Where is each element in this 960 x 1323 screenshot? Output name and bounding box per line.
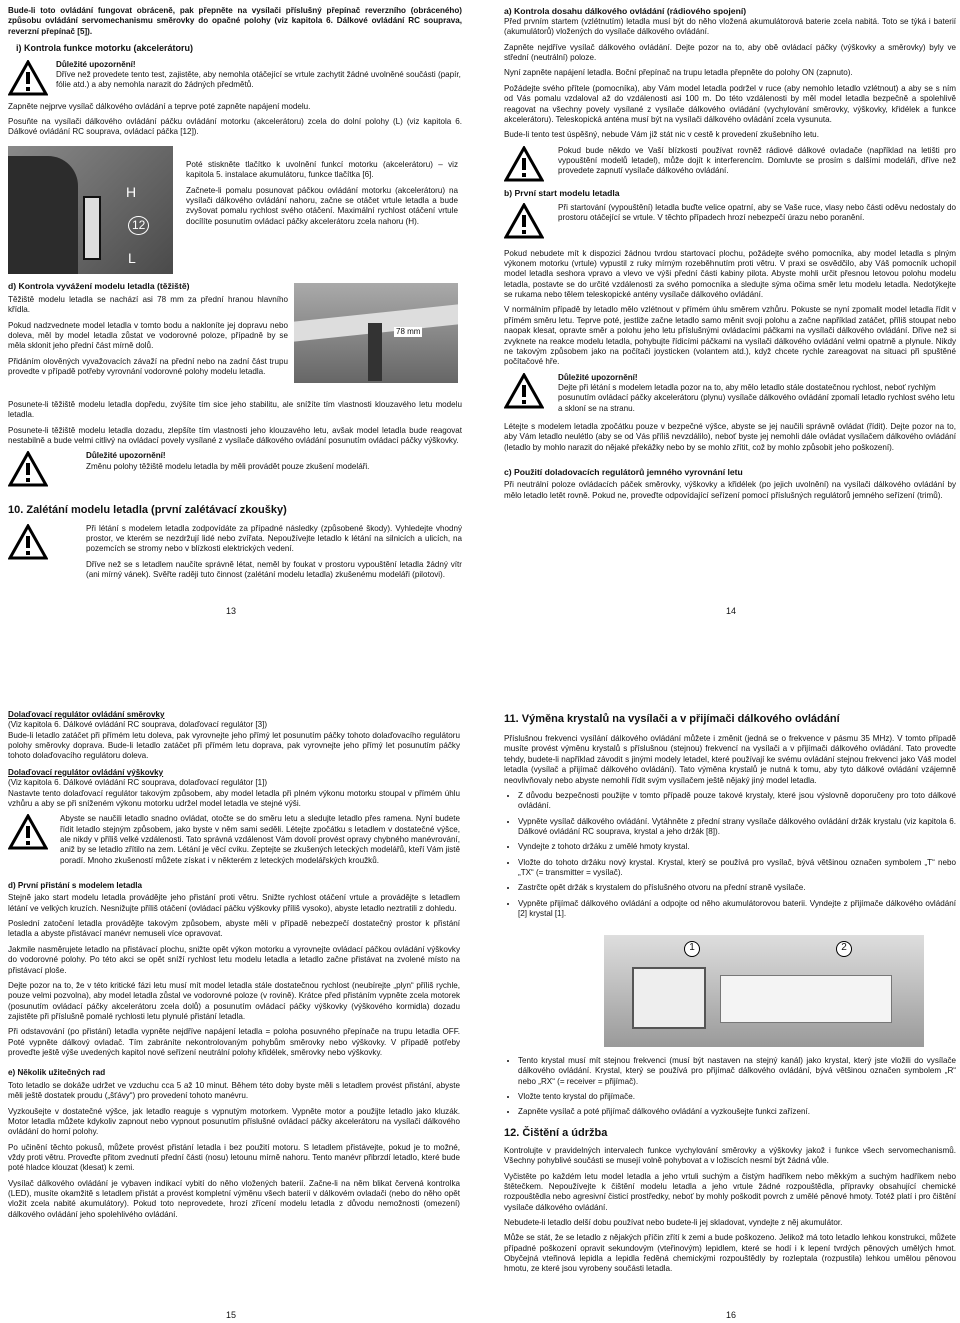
p13-warning-2-title: Důležité upozornění!	[86, 451, 166, 461]
p14-b3: Létejte s modelem letadla zpočátku pouze v bezpečné výšce, abyste se jej naučili správně ovládat (řídit). Dejte pozor na to, aby Vám letadlo neulétlo (aby se od Vás příliš nevzdálilo), neboť byste jej nemohli dále ovládat vysílačem dálkového ovládání (letadlo by mohlo narazit do nějaké překážky nebo by se mohlo zřítit, což by mohlo způsobit jeho poškození).	[504, 422, 956, 452]
p13-p1: Zapněte nejprve vysílač dálkového ovládání a teprve poté zapněte napájení modelu.	[8, 101, 311, 111]
crystal-callout: 1	[684, 941, 700, 957]
p13-d2: Pokud nadzvednete model letadla v tomto bodu a nakloníte jej dopravu nebo doleva, měl by model letadla zůstat ve vodorovné poloze, případně by se měla sklonit jeho přední část mírně dolů.	[8, 320, 288, 351]
page-16	[504, 710, 956, 924]
p14-b-title: b) První start modelu letadla	[504, 187, 620, 198]
p15-d1: Stejně jako start modelu letadla provádějte jeho přistání proti větru. Snižte rychlost otáčení vrtule a provádějte s letadlem létání ve velkých kruzích. Nesnižujte příliš otáčení (ovládací páčku výškovky příliš vysoko), abyste letadlo neztratili z dohledu.	[8, 893, 460, 913]
p15-d2: Poslední zatočení letadla provádějte takovým způsobem, abyste měli v případě nebezpečí dostatečný prostor k přistání letadla a abyste přistávací manévr nemuseli více opravovat.	[8, 919, 460, 939]
p15-warning	[8, 814, 460, 871]
plane-balance-photo	[294, 283, 458, 383]
p13-p2: Posuňte na vysílači dálkového ovládání páčku ovládání motorku (akcelerátoru) zcela do dolní polohy (L) (viz kapitola 6. Dálkové ovládání RC souprava, ovládací páčka [12]).	[8, 116, 462, 137]
p15-e1: Toto letadlo se dokáže udržet ve vzduchu cca 5 až 10 minut. Během této doby byste měli s letadlem provést přistání, abyste měli ještě dostatek proudu („šťávy“) pro provedení tohoto manévru.	[8, 1080, 460, 1101]
p13-warning-2	[8, 451, 462, 487]
p13-d4: Posunete-li těžiště modelu letadla dopředu, zvýšíte tím sice jeho stabilitu, ale snížíte tím vlastnosti klouzavého letu modelu letadla.	[8, 400, 462, 420]
p13-right1: Poté stiskněte tlačítko k uvolnění funkcí motorku (akcelerátoru) – viz kapitola 5. instalace akumulátoru, funkce tlačítka [6].	[186, 160, 458, 180]
warning-triangle-icon	[8, 451, 48, 487]
list-item: • Vypněte přijímač dálkového ovládání a odpojte od něho akumulátorovou baterii. Vyndejte z přijímače dálkového ovládání [2] krystal [1].	[518, 899, 956, 920]
p14-a-title: a) Kontrola dosahu dálkového ovládání (rádiového spojení)	[504, 6, 747, 16]
p14-a4: Požádejte svého přítele (pomocníka), aby Vám model letadla podržel v ruce (aby nemohlo letadlo vzlétnout) a aby se s ním od Vás pomalu vzdaloval až do vzdálenosti asi 100 m. Do této vzdálenosti by měl model letadla bezpečně a spolehlivě reagovat na všechny povely vysílané z vysílače dálkového ovládání (vychylování směrovky, výškovky, křidélek a funkce akcelerátoru). Teleskopická anténa musí být na vysílači dálkového ovládání zcela vysunuta.	[504, 83, 956, 124]
list-item: • Vložte do tohoto držáku nový krystal. Krystal, který se používá pro vysílač, bývá většinou označen symbolem „T“ nebo „TX“ (= transmitter = vysílač).	[518, 858, 956, 879]
p16-s12-1: Kontrolujte v pravidelných intervalech funkce vychylování směrovky a výškovky jakož i funkce všech servomechanismů. Všechny pohyblivé součásti se musejí volně pohybovat a v ložiscích nesmí být žádná vůle.	[504, 1145, 956, 1166]
p15-d-title: d) První přistání s modelem letadla	[8, 881, 143, 891]
page-16-lower	[504, 1056, 956, 1280]
p15-e2: Vyzkoušejte v dostatečné výšce, jak letadlo reaguje s vypnutým motorkem. Vypněte motor a použijte letadlo jako kluzák. Motor letadla můžete kdykoliv zapnout nebo vypnout posunutím příslušné ovládací páčky akcelerátoru na vysílači dálkového ovládání do horní polohy.	[8, 1106, 460, 1137]
p13-d5: Posunete-li těžiště modelu letadla dozadu, zlepšíte tím vlastnosti jeho klouzavého letu, avšak model letadla bude reagovat nestabilně a bude velmi citlivý na ovládací povely vysílané z vysílače dálkového ovládání posunutím ovládací páčky výškovky.	[8, 425, 462, 446]
list-item: • Tento krystal musí mít stejnou frekvenci (musí být nastaven na stejný kanál) jako krystal, který jste vložili do vysílače dálkového ovládání. Krystal, který se používá pro přijímač dálkového ovládání, bývá většinou označen symbolem „R“ nebo „RX“ (= receiver = přijímač).	[518, 1056, 956, 1087]
throttle-high-label: H	[126, 184, 137, 200]
p16-sec11-title: 11. Výměna krystalů na vysílači a v přijímači dálkového ovládání	[504, 713, 840, 725]
p14-warning-1	[504, 146, 956, 182]
p15-e3: Po učinění těchto pokusů, můžete provést přistání letadla i bez použití motoru. S letadlem přistávejte, pokud je to možné, vždy proti větru. Proveďte přitom zvednutí přední části (nosu) letounu mírně nahoru. Tento manévr přibrzdí letadlo, které bude poté hladce klouzat (klesat) k zemi.	[8, 1142, 460, 1173]
p16-s12-2: Vyčistěte po každém letu model letadla a jeho vrtuli suchým a čistým hadříkem nebo měkkým a suchým hadříkem nebo štětečkem. Nepoužívejte k čištění modelu letadla a jeho vrtule žádné rozpouštědla, přípravky obsahující chemické rozpouštědla nebo agresivní čisticí prostředky, neboť by mohly poškodit povrch z umělé pěnové hmoty. Totéž platí i pro čištění vysílače dálkového ovládání.	[504, 1171, 956, 1212]
page-number-15: 15	[226, 1310, 237, 1320]
p13-warning-1	[8, 60, 462, 96]
warning-triangle-icon	[8, 814, 48, 850]
p16-crystal-steps	[504, 791, 956, 920]
list-item: • Vypněte vysílač dálkového ovládání. Vytáhněte z přední strany vysílače dálkového ovládání držák krystalu (viz kapitola 6. Dálkové ovládání RC souprava, krystal a jeho držák [8]).	[518, 817, 956, 838]
p13-s10-2: Dříve než se s letadlem naučíte správně létat, neměl by foukat v prostoru vypouštění letadla žádný vítr (ani mírný vánek). Svěřte raději tuto činnost (zalétání modelu letadla) zkušenému modeláři (pilotovi).	[86, 559, 462, 579]
transmitter-throttle-photo	[8, 146, 173, 274]
p16-s12-3: Nebudete-li letadlo delší dobu používat nebo budete-li jej skladovat, vyndejte z něj akumulátor.	[504, 1218, 843, 1228]
warning-triangle-icon	[504, 146, 544, 182]
p14-warning-1-text: Pokud bude někdo ve Vaší blízkosti používat rovněž rádiové dálkové ovladače (například na letišti pro vypouštění modelů letadel), může dojít k interferencím. Domluvte se prosím s dalšími modeláři, dříve než provedete zapnutí vysílače dálkového ovládání.	[558, 145, 956, 176]
p15-t2: Nastavte tento dolaďovací regulátor takovým způsobem, aby model letadla při plném výkonu motorku stoupal v přímém úhlu vzhůru a aby se při sníženém výkonu motorku udržel model letadla ve stejné výši.	[8, 788, 460, 808]
p13-sec-i-title: i) Kontrola funkce motorku (akcelerátoru)	[16, 43, 194, 54]
p15-d4: Dejte pozor na to, že v této kritické fázi letu musí mít model letadla stále dostatečnou rychlost (neubírejte „plyn“ příliš rychle, pouze velmi pozvolna), aby model letadla zůstal ve vodorovné poloze (v rovině). Krátce před přistáním vypněte zcela motorek (posunutím ovládací páčky akcelerátoru zcela dolů) a posunutím ovládací páčky výškovky (výškového kormidla) dozadu zajistěte při příslušně pomalé rychlosti letu plynulé přistání letadla.	[8, 980, 460, 1021]
p15-d3: Jakmile nasměrujete letadlo na přistávací plochu, snižte opět výkon motorku a vyrovnejte ovládací páčkou ovládání výškovky do vodorovné polohy. Po této akci se opět sníží rychlost letu modelu letadla a letadlo začne přistávat na zvolené místo na přistávací ploše.	[8, 944, 460, 975]
p15-t2-title: Dolaďovací regulátor ovládání výškovky	[8, 767, 164, 777]
p14-b2: V normálním případě by letadlo mělo vzlétnout v přímém úhlu směrem vzhůru. Pokuste se nyní zpomalit model letadla řídit v přímém směru letu. Teprve poté, jestliže začne letadlo samo měnit svoji polohu a začne například zatáčet, příliš stoupat nebo naopak klesat, opravte směr a polohu jeho letu příslušnými ovládacími páčkami na vysílači dálkového ovládání. Dříve než si zvyknete na reakce modelu letadla, pohybujte řídicími páčkami na vysílači dálkového ovládání velmi opatrně a plynule. Nikdy ne takovým způsobem jako na počítači joysticken (volantem atd.), když chcete rychle zareagovat na situaci při spuštěné počítačové hře.	[504, 305, 956, 367]
p15-t2-ref: (Viz kapitola 6. Dálkové ovládání RC souprava, dolaďovací regulátor [1])	[8, 778, 268, 788]
page-15	[8, 710, 460, 1225]
page-13-sec-d	[8, 281, 288, 383]
p13-right2: Začnete-li pomalu posunovat páčkou ovládání motorku (akcelerátoru) na vysílači dálkového ovládání nahoru, začne se otáčet vrtule letadla a bude zvyšovat pomalu rychlost svého otáčení. Maximální rychlost otáčení vrtule docílíte posunutím ovládací páčky akcelerátoru zcela nahoru (H).	[186, 185, 458, 226]
p13-warning-2-text: Změnu polohy těžiště modelu letadla by měli provádět pouze zkušení modeláři.	[86, 461, 370, 471]
p13-sec10-title: 10. Zalétání modelu letadla (první zalétávací zkoušky)	[8, 504, 287, 517]
p14-a3: Nyní zapněte napájení letadla. Boční přepínač na trupu letadla přepněte do polohy ON (zapnuto).	[504, 68, 853, 78]
p14-a2: Zapněte nejdříve vysílač dálkového ovládání. Dejte pozor na to, aby obě ovládací páčky (výškovky a směrovky) byly ve střední (neutrální) poloze.	[504, 42, 956, 63]
p14-warning-2	[504, 203, 956, 239]
p15-t1: Bude-li letadlo zatáčet při přímém letu doleva, pak vyrovnejte jeho přímý let posunutím páčky tohoto dolaďovacího regulátoru polohy směrovky doprava. Bude-li letadlo zatáčet při přímém letu doprava, pak vyrovnejte jeho přímý let posunutím páčky tohoto dolaďovacího regulátoru doleva.	[8, 730, 460, 761]
p13-d1: Těžiště modelu letadla se nachází asi 78 mm za přední hranou hlavního křídla.	[8, 295, 288, 315]
p15-warning-text: Abyste se naučili letadlo snadno ovládat, otočte se do směru letu a sledujte letadlo přes ramena. Nyní budete řídit letadlo stejným způsobem, jako byste v něm sami seděli. Létejte zpočátku s letadlem v dostatečné výšce, ale nikdy v příliš velké vzdálenosti. Tato správná vzdálenost Vám dovolí provést opravy chybného manévrování, aniž by se letadlo zřítilo na zem. Létání je věcí cviku. Zeptejte se zkušených leteckých modelářů, kteří Vám jistě poradí. Mnoho zkušeností můžete získat i v některém z leteckých modelářských kroužků.	[60, 814, 460, 865]
p13-d3: Přidáním olověných vyvažovacích závaží na přední nebo na zadní část trupu provedte v případě potřeby vyrovnání vodorovné polohy modelu letadla.	[8, 356, 288, 377]
p15-d5: Při odstavování (po přistání) letadla vypněte nejdříve napájení letadla = poloha posuvného přepínače na trupu letadla OFF. Poté vypněte dálkový ovladač. Tím zabráníte nekontrolovaným pohybům směrovky nebo výškovky. V případě potřeby proveďte ještě výše uvedených kapitol nové seřízení neutrální polohy křidélek, směrovky nebo výškovky.	[8, 1027, 460, 1058]
page-number-14: 14	[726, 606, 737, 616]
p13-sec-d-title: d) Kontrola vyvážení modelu letadla (těžiště)	[8, 281, 190, 291]
balance-point-label: 78 mm	[396, 327, 421, 336]
list-item: • Z důvodu bezpečnosti použijte v tomto případě pouze takové krystaly, které jsou výslovně doporučeny pro toto dálkové ovládání.	[518, 791, 956, 812]
p14-a5: Bude-li tento test úspěšný, nebude Vám již stát nic v cestě k provedení zkušebního letu.	[504, 130, 819, 140]
p15-t1-title: Dolaďovací regulátor ovládání směrovky	[8, 710, 165, 719]
p14-warning-3-text: Dejte při létání s modelem letadla pozor na to, aby mělo letadlo stále dostatečnou rychlost, neboť rychlým posunutím ovládací páčky akcelerátoru (plynu) vysílače dálkového ovládání zpomalí letadlo rychlost svého letu a skloní se na stranu.	[558, 382, 955, 413]
page-number-13: 13	[226, 606, 237, 616]
p15-e4: Vysílač dálkového ovládání je vybaven indikací vybití do něho vložených baterií. Začne-li na něm blikat červená kontrolka (LED), musíte okamžitě s letadlem přistát a provést kompletní výměnu všech baterií v dálkovém ovladači (nebo do něho opět vložit zcela nabité akumulátory). Pokud toto neprovedete, hrozí zřícení modelu letadla z důvodu nemožnosti (omezení) dálkového ovládání jeho spolehlivého ovládání.	[8, 1178, 460, 1219]
p14-warning-2-text: Při startování (vypouštění) letadla buďte velice opatrní, aby se Vaše ruce, vlasy nebo části oděvu nedostaly do prostoru otáčející se vrtule. V těchto případech hrozí nebezpečí úrazu nebo poranění.	[558, 202, 956, 223]
p14-warning-3-title: Důležité upozornění!	[558, 372, 638, 382]
p13-warning-3	[8, 524, 462, 586]
p14-b1: Pokud nebudete mít k dispozici žádnou tvrdou startovací plochu, požádejte svého pomocníka, aby model letadla s plným výkonem motorku (vrtule) vypustil z ruky mírným rozeběhnutím proti větru. V praxi se osvědčilo, aby Váš pomocník uchopil model letadla seshora vpravo a vlevo ve výši přední části kabiny pilota. Abyste mohli určit přesnou letovou polohu modelu letadla, postavte se do určité vzdálenosti za svého pomocníka a sledujte sýma očima směr letu modelu letadla. Nedotýkejte se rukama nebo tělem teleskopické antény vysílače dálkového ovládání.	[504, 248, 956, 300]
p15-t1-ref: (Viz kapitola 6. Dálkové ovládání RC souprava, dolaďovací regulátor [3])	[8, 720, 268, 730]
warning-triangle-icon	[504, 373, 544, 409]
throttle-low-label: L	[128, 250, 136, 266]
throttle-stick-number: 12	[128, 216, 149, 235]
list-item: • Zastrčte opět držák s krystalem do příslušného otvoru na přední straně vysílače.	[518, 883, 956, 893]
p13-intro: Bude-li toto ovládání fungovat obráceně, pak přepněte na vysílači příslušný přepínač reverzního (obráceného) způsobu ovládání servomechanismu směrovky do opačné polohy (viz kapitola 6. Dálkové ovládání RC souprava, reverzní přepínač [5]).	[8, 6, 462, 36]
page-14	[504, 6, 956, 506]
p16-s12-4: Může se stát, že se letadlo z nějakých příčin zřítí k zemi a bude poškozeno. Jelikož má toto letadlo lehkou konstrukci, můžete případné poškození opravit sekundovým (vteřinovým) lepidlem, které se hodí i k lepení tvrdých pěnových umělých hmot. Obyčejná vteřinová lepidla a lepidla ředěná chemickými rozpouštědly by rozleptala (rozpustila) lehkou umělou pěnovou hmotu, ze které jsou vyrobeny součásti letadla.	[504, 1233, 956, 1274]
page-13-lower	[8, 400, 462, 591]
p14-a1: Před prvním startem (vzlétnutím) letadla musí být do něho vložená akumulátorová baterie zcela nabitá. Toto se týká i baterií (akumulátorů) vložených do vysílače dálkového ovládání.	[504, 17, 956, 37]
p16-sec12-title: 12. Čištění a údržba	[504, 1126, 608, 1139]
warning-triangle-icon	[8, 60, 48, 96]
p15-e-title: e) Několik užitečných rad	[8, 1068, 106, 1078]
page-number-16: 16	[726, 1310, 737, 1320]
list-item: • Vyndejte z tohoto držáku z umělé hmoty krystal.	[518, 842, 956, 852]
p16-s11-1: Příslušnou frekvenci vysílání dálkového ovládání můžete i změnit (jedná se o frekvence v pásmu 35 MHz). V tomto případě musíte provést výměnu krystalů s příslušnou (stejnou) frekvencí na vysílači a v přijímači dálkového ovládání. Tato provedte tehdy, budete-li například závodit s jinými modely letadel, které používají ke svému ovládání stejnou frekvenci jako Váš model letadla (vysílač a přijímač dálkového ovládání). Tato výměna krystalů je nutná k tomu, aby tyto dálkové ovládání vzájemně neovlivňovaly nebo abyste nemohli řídit svým vysílačem ještě nějaký jiný model letadla.	[504, 734, 956, 785]
p14-c-title: c) Použití doladovacích regulátorů jemného vyrovnání letu	[504, 467, 743, 478]
receiver-crystal-photo	[604, 935, 924, 1047]
p13-warning-1-text: Dříve než provedete tento test, zajistěte, aby nemohla otáčející se vrtule zachytit žádné uvolněné součásti (papír, fólie atd.) a aby nemohla narazit do žádných předmětů.	[56, 69, 461, 90]
warning-triangle-icon	[8, 524, 48, 560]
p13-s10-1: Při létání s modelem letadla zodpovídáte za případné následky (způsobené škody). Vyhledejte vhodný prostor, ve kterém se nezdržují lidé nebo zvířata. Nepoužívejte letadlo k létání na silnicích a ulicích, na pozemcích se stromy nebo v blízkosti elektrických vedení.	[86, 523, 462, 554]
p14-c1: Při neutrální poloze ovládacích páček směrovky, výškovky a křidélek (po jejich uvolnění) na vysílači dálkového ovládání by mělo letadlo letět rovně. Pokud ne, proveďte odpovídající seřízení pomocí příslušných regulátorů jemného seřízení (trimů).	[504, 480, 956, 500]
receiver-callout: 2	[836, 941, 852, 957]
warning-triangle-icon	[504, 203, 544, 239]
list-item: • Zapněte vysílač a poté přijímač dálkového ovládání a vyzkoušejte funkci zařízení.	[518, 1107, 956, 1117]
page-13	[8, 6, 462, 143]
p13-warning-1-title: Důležité upozornění!	[56, 59, 136, 69]
page-13-right-col	[186, 160, 458, 232]
p16-crystal-steps-2	[504, 1056, 956, 1118]
list-item: • Vložte tento krystal do přijímače.	[518, 1092, 956, 1102]
p14-warning-3	[504, 373, 956, 414]
